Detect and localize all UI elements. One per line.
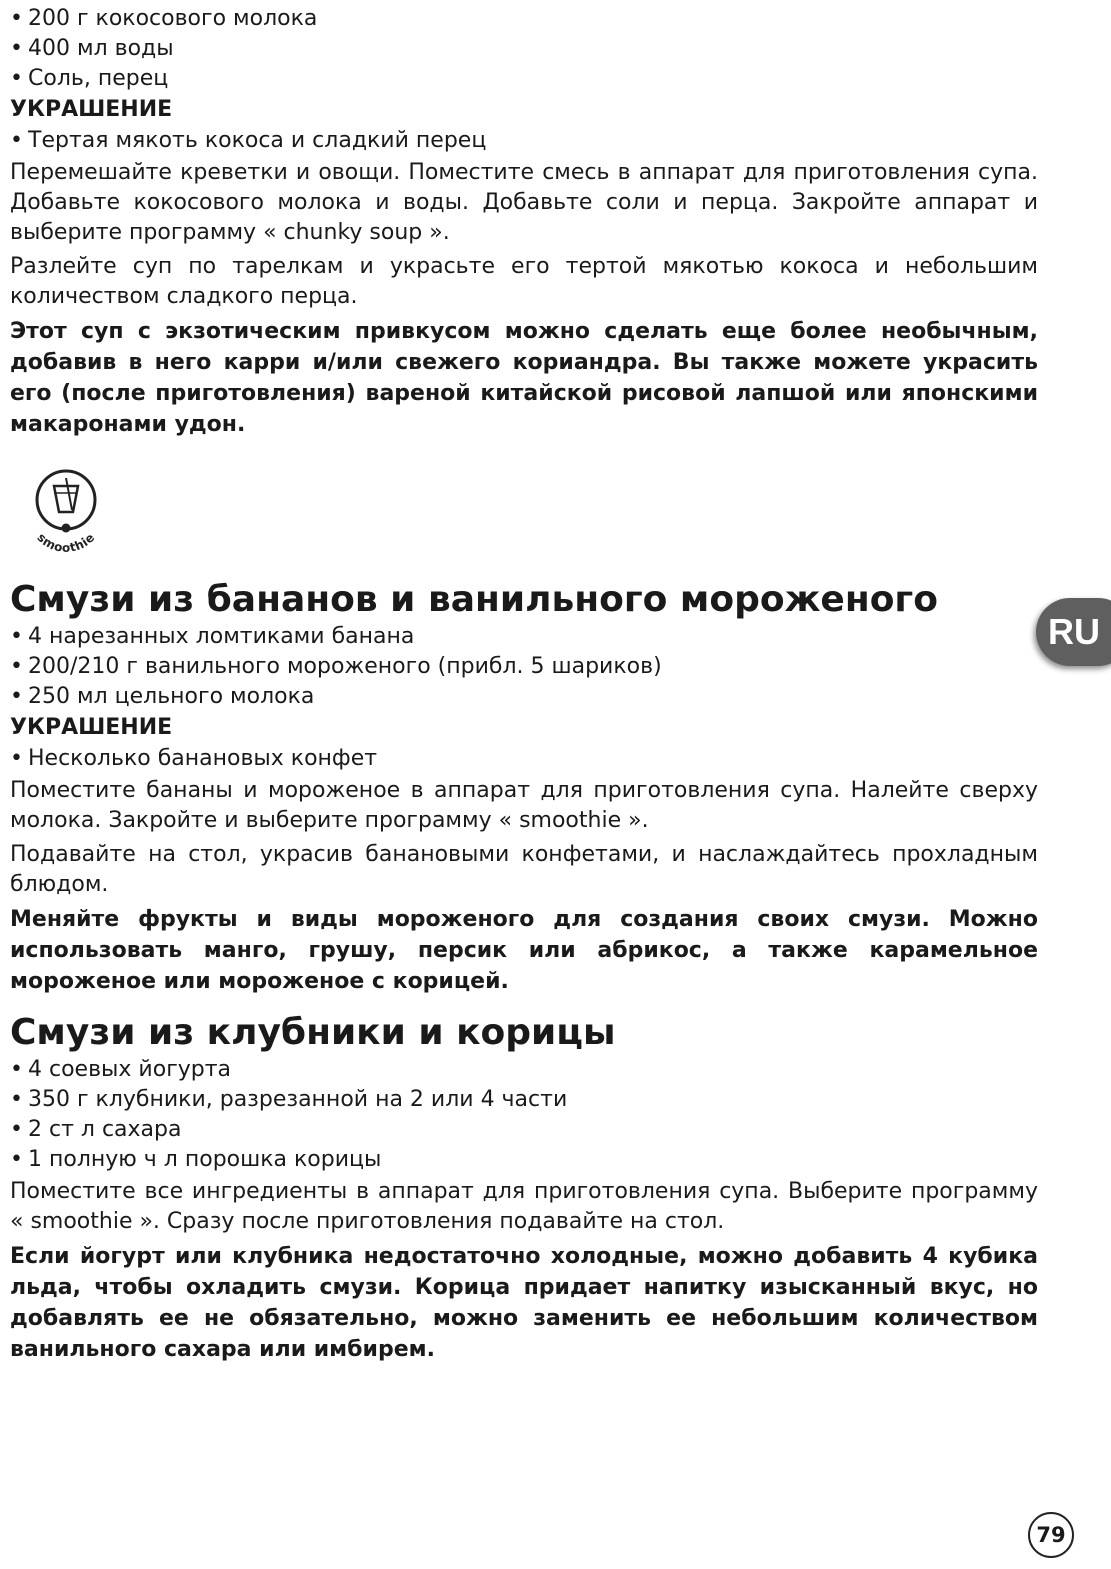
list-item: • 1 полную ч л порошка корицы bbox=[10, 1145, 1038, 1175]
list-item: • 350 г клубники, разрезанной на 2 или 4 части bbox=[10, 1085, 1038, 1115]
recipe3-ingredients bbox=[10, 1055, 1038, 1175]
recipe2-decoration bbox=[10, 744, 1038, 774]
list-item: • 200/210 г ванильного мороженого (прибл. 5 шариков) bbox=[10, 652, 1038, 682]
list-item: • Тертая мякоть кокоса и сладкий перец bbox=[10, 126, 1038, 156]
recipe2-tip: Меняйте фрукты и виды мороженого для создания своих смузи. Можно использовать манго, грушу, персик или абрикос, а также карамельное мороженое или мороженое с корицей. bbox=[10, 907, 1038, 994]
recipe3-step-1: Поместите все ингредиенты в аппарат для приготовления супа. Выберите программу « smoothie ». Сразу после приготовления подавайте на стол. bbox=[10, 1179, 1038, 1234]
list-item: • 4 нарезанных ломтиками банана bbox=[10, 622, 1038, 652]
list-item: • 400 мл воды bbox=[10, 34, 1038, 64]
recipe1-step-1: Перемешайте креветки и овощи. Поместите смесь в аппарат для приготовления супа. Добавьте кокосового молока и воды. Добавьте соли и перца. Закройте аппарат и выберите программу « chunky soup ». bbox=[10, 160, 1038, 245]
list-item: • 2 ст л сахара bbox=[10, 1115, 1038, 1145]
svg-text:smoothie bbox=[34, 530, 97, 555]
recipe3-title: Смузи из клубники и корицы bbox=[10, 1012, 616, 1053]
recipe2-title: Смузи из бананов и ванильного мороженого bbox=[10, 579, 938, 620]
page-number: 79 bbox=[1028, 1512, 1074, 1558]
list-item: • 250 мл цельного молока bbox=[10, 682, 1038, 712]
recipe1-step-2: Разлейте суп по тарелкам и украсьте его тертой мякотью кокоса и небольшим количеством сладкого перца. bbox=[10, 254, 1038, 309]
page-content bbox=[10, 4, 1038, 1365]
smoothie-glass-icon bbox=[24, 466, 114, 564]
list-item: • 4 соевых йогурта bbox=[10, 1055, 1038, 1085]
recipe1-tip: Этот суп с экзотическим привкусом можно сделать еще более необычным, добавив в него карри и/или свежего кориандра. Вы также можете украсить его (после приготовления) вареной китайской рисовой лапшой или японскими макаронами удон. bbox=[10, 319, 1038, 437]
list-item: • Соль, перец bbox=[10, 64, 1038, 94]
smoothie-icon-label: smoothie bbox=[34, 530, 98, 555]
recipe1-ingredients bbox=[10, 4, 1038, 94]
recipe3-tip: Если йогурт или клубника недостаточно холодные, можно добавить 4 кубика льда, чтобы охладить смузи. Корица придает напитку изысканный вкус, но добавлять ее не обязательно, можно заменить ее небольшим количеством ванильного сахара или имбирем. bbox=[10, 1244, 1038, 1362]
recipe1-decoration bbox=[10, 126, 1038, 156]
recipe2-step-1: Поместите бананы и мороженое в аппарат для приготовления супа. Налейте сверху молока. Закройте и выберите программу « smoothie ». bbox=[10, 778, 1038, 833]
recipe1-decoration-heading: УКРАШЕНИЕ bbox=[10, 97, 173, 122]
smoothie-program-icon bbox=[24, 466, 114, 564]
language-tab bbox=[1036, 598, 1111, 666]
recipe2-step-2: Подавайте на стол, украсив банановыми конфетами, и наслаждайтесь прохладным блюдом. bbox=[10, 842, 1038, 897]
list-item: • 200 г кокосового молока bbox=[10, 4, 1038, 34]
language-tab-label: RU bbox=[1048, 611, 1100, 652]
list-item: • Несколько банановых конфет bbox=[10, 744, 1038, 774]
recipe2-decoration-heading: УКРАШЕНИЕ bbox=[10, 715, 173, 740]
recipe2-ingredients bbox=[10, 622, 1038, 712]
